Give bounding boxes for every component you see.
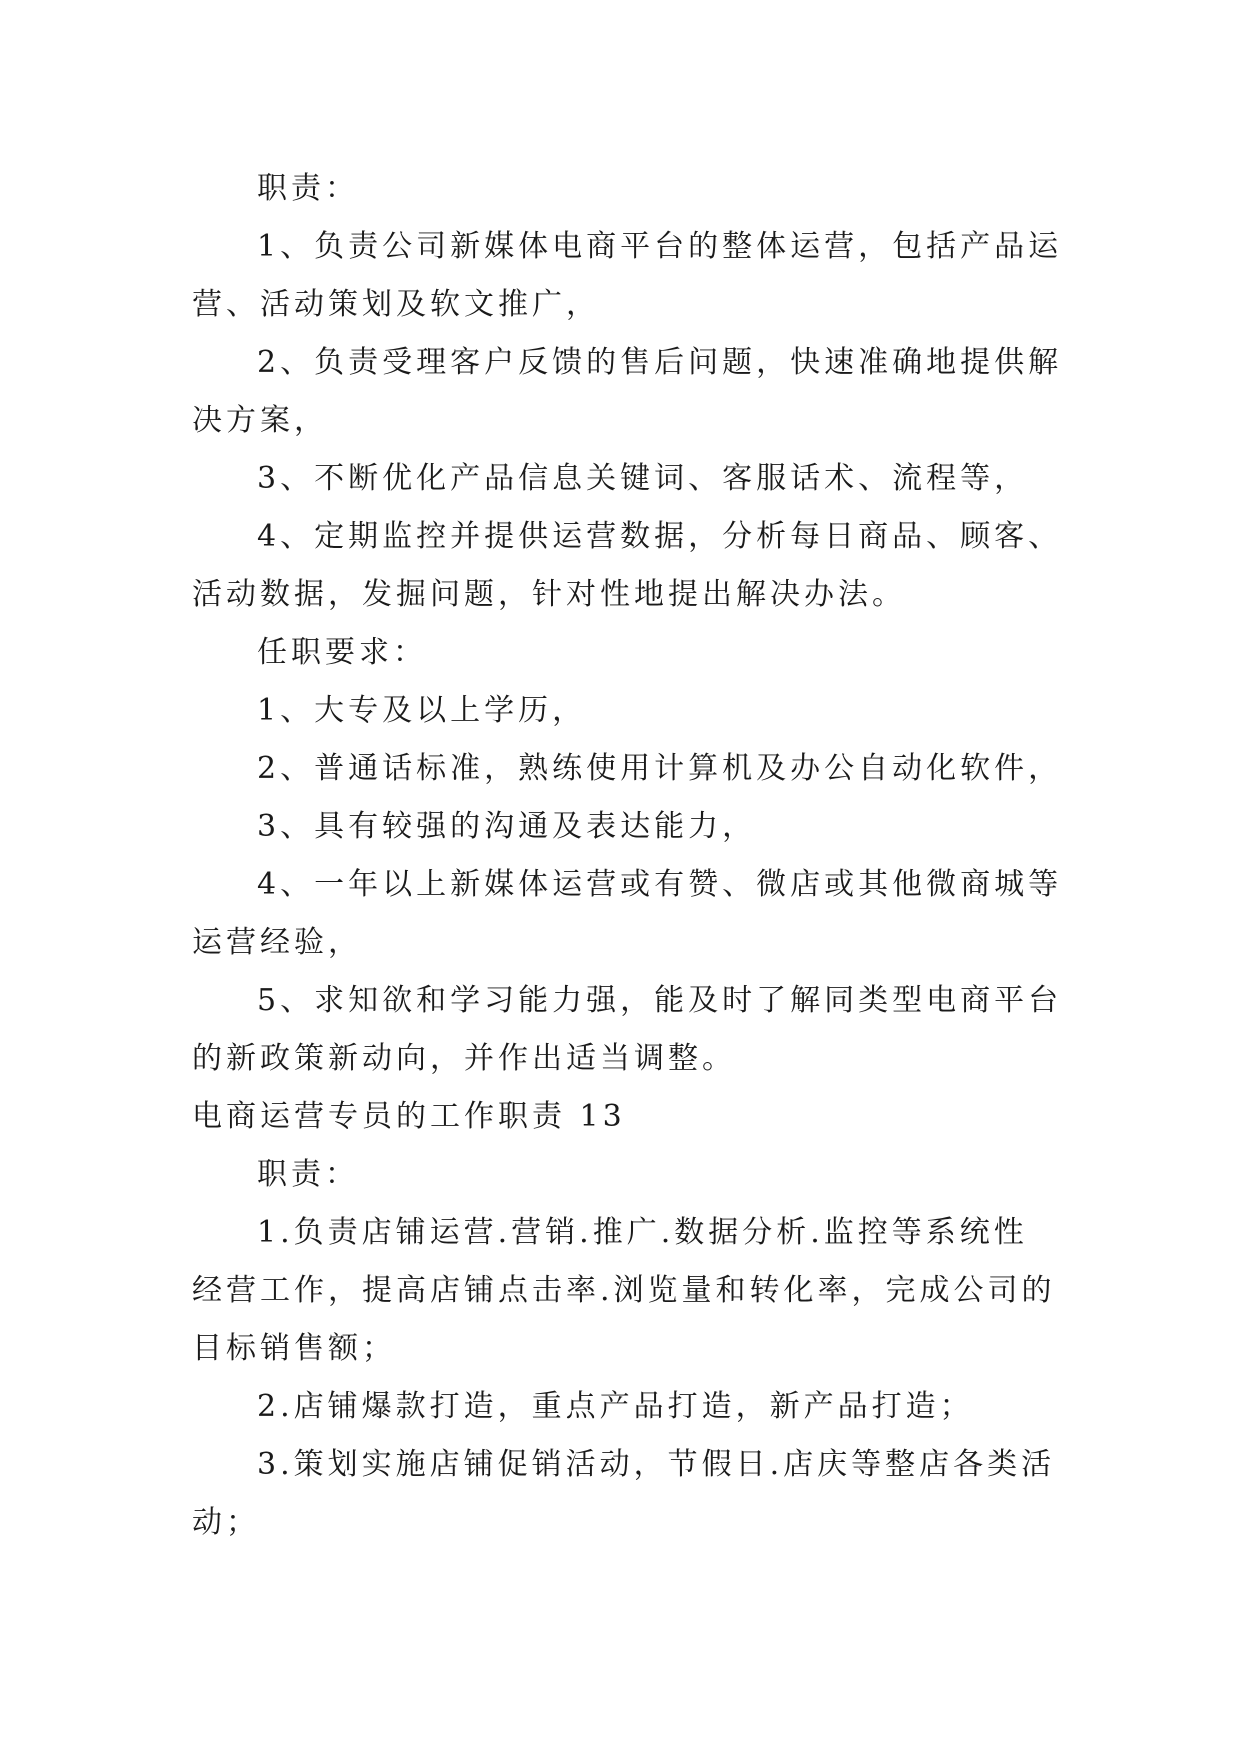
duty-item-1-cont: 营、活动策划及软文推广， (192, 287, 600, 322)
duty2-item-3-cont: 动； (192, 1505, 260, 1540)
duty2-item-1: 1.负责店铺运营.营销.推广.数据分析.监控等系统性 (257, 1215, 1028, 1250)
article-title: 电商运营专员的工作职责 13 (192, 1099, 626, 1134)
requirement-item-5: 5、求知欲和学习能力强，能及时了解同类型电商平台 (257, 983, 1063, 1018)
duty-item-1: 1、负责公司新媒体电商平台的整体运营，包括产品运 (257, 229, 1063, 264)
section-heading-requirements: 任职要求： (257, 635, 427, 670)
duty2-item-1-cont: 经营工作，提高店铺点击率.浏览量和转化率，完成公司的 (192, 1273, 1056, 1308)
duty2-item-3: 3.策划实施店铺促销活动，节假日.店庆等整店各类活 (257, 1447, 1056, 1482)
duty-item-2-cont: 决方案， (192, 403, 328, 438)
section-heading-duties-2: 职责： (257, 1157, 359, 1192)
duty2-item-2: 2.店铺爆款打造，重点产品打造，新产品打造； (257, 1389, 974, 1424)
requirement-item-5-cont: 的新政策新动向，并作出适当调整。 (192, 1041, 736, 1076)
duty-item-4-cont: 活动数据，发掘问题，针对性地提出解决办法。 (192, 577, 906, 612)
duty-item-2: 2、负责受理客户反馈的售后问题，快速准确地提供解 (257, 345, 1063, 380)
requirement-item-4: 4、一年以上新媒体运营或有赞、微店或其他微商城等 (257, 867, 1063, 902)
document-body (192, 160, 1063, 1552)
requirement-item-1: 1、大专及以上学历， (257, 693, 587, 728)
duty2-item-1-cont2: 目标销售额； (192, 1331, 396, 1366)
section-heading-duties: 职责： (257, 171, 359, 206)
requirement-item-2: 2、普通话标准，熟练使用计算机及办公自动化软件， (257, 751, 1063, 786)
requirement-item-3: 3、具有较强的沟通及表达能力， (257, 809, 757, 844)
requirement-item-4-cont: 运营经验， (192, 925, 362, 960)
duty-item-3: 3、不断优化产品信息关键词、客服话术、流程等， (257, 461, 1029, 496)
duty-item-4: 4、定期监控并提供运营数据，分析每日商品、顾客、 (257, 519, 1063, 554)
